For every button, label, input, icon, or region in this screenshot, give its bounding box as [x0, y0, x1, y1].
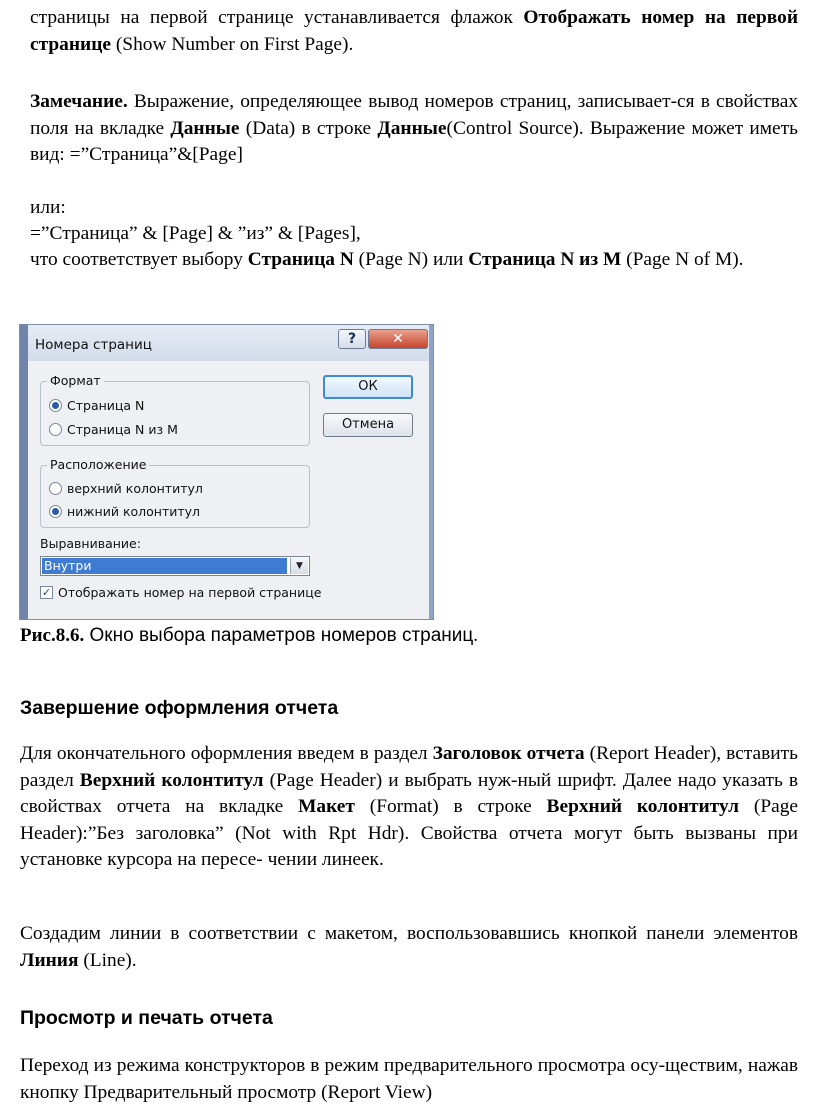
- format-option-page-n-of-m[interactable]: [49, 422, 178, 437]
- page-numbers-dialog: [19, 324, 434, 620]
- sec1-text-4: (Format) в строке: [354, 796, 547, 817]
- position-option-header[interactable]: [49, 481, 203, 496]
- format-option-page-n[interactable]: [49, 398, 144, 413]
- alt-text-3: (Page N of M).: [621, 249, 744, 270]
- show-first-page-checkbox[interactable]: [40, 585, 321, 600]
- help-button[interactable]: ?: [338, 329, 366, 349]
- sec1-bold-4: Верхний колонтитул: [546, 796, 740, 817]
- section-heading-preview: Просмотр и печать отчета: [20, 1007, 273, 1029]
- note-text-3: (Control Source). Выражение может иметь вид: =”Страница”&[Page]: [30, 117, 798, 165]
- format-option-page-n-of-m-label: Страница N из M: [67, 422, 178, 437]
- sec1-text-3: (Page Header) и выбрать нуж-ный шрифт. Далее надо указать в свойствах отчета на вкладке: [20, 769, 798, 817]
- note-tab: Данные: [170, 117, 240, 139]
- intro-tail: (Show Number on First Page).: [110, 33, 354, 55]
- intro-paragraph: [30, 5, 798, 58]
- sec1-text-1: Для окончательного оформления введем в раздел: [20, 743, 433, 764]
- chevron-down-icon[interactable]: ▼: [290, 558, 308, 574]
- note-label: Замечание.: [30, 91, 128, 112]
- radio-icon[interactable]: [49, 482, 62, 495]
- sec1-text-5: (Page Header):”Без заголовка” (Not with Rpt Hdr). Свойства отчета могут быть вызваны при установке курсора на пересе- чении линеек.: [20, 796, 799, 870]
- radio-selected-icon[interactable]: [49, 399, 62, 412]
- format-legend: Формат: [47, 373, 104, 388]
- alt-expression: =”Страница” & [Page] & ”из” & [Pages],: [30, 223, 361, 244]
- alt-opt2: Страница N из M: [468, 249, 622, 270]
- show-first-page-label: Отображать номер на первой странице: [58, 585, 322, 600]
- dialog-titlebar: [28, 325, 429, 361]
- section1-paragraph-2: [20, 921, 798, 974]
- alt-paragraph: [30, 247, 798, 274]
- cancel-button[interactable]: Отмена: [323, 413, 413, 437]
- sec1-text-2: (Report Header), вставить раздел: [20, 743, 798, 791]
- note-text-2: (Data) в строке: [239, 117, 378, 139]
- figure-caption: [20, 623, 478, 649]
- alignment-label: Выравнивание:: [40, 536, 141, 551]
- dialog-left-edge: [20, 325, 28, 619]
- caption-dot: .: [473, 625, 479, 646]
- note-paragraph: [30, 89, 798, 169]
- note-text-1: Выражение, определяющее вывод номеров страниц, записывает-ся в свойствах поля на вкладке: [30, 91, 798, 139]
- position-option-footer[interactable]: [49, 504, 200, 519]
- section-heading-finish: Завершение оформления отчета: [20, 697, 339, 719]
- position-group: [40, 457, 310, 528]
- sec1-p2-bold: Линия: [20, 949, 79, 971]
- format-group: [40, 373, 310, 446]
- position-legend: Расположение: [47, 457, 149, 472]
- section2-paragraph: Переход из режима конструкторов в режим предварительного просмотра осу-ществим, нажав кнопку Предварительный просмотр (Report View): [20, 1055, 798, 1103]
- intro-bold: Отображать номер на первой странице: [30, 7, 798, 55]
- radio-icon[interactable]: [49, 423, 62, 436]
- format-option-page-n-label: Страница N: [67, 398, 145, 413]
- alt-opt1: Страница N: [247, 249, 354, 270]
- sec1-p2-text: Создадим линии в соответствии с макетом, воспользовавшись кнопкой панели элементов: [20, 923, 798, 944]
- ok-button[interactable]: ОК: [323, 375, 413, 399]
- dialog-right-edge: [429, 325, 433, 619]
- sec1-bold-2: Верхний колонтитул: [79, 769, 264, 791]
- sec1-bold-1: Заголовок отчета: [432, 743, 585, 764]
- close-button[interactable]: ✕: [368, 329, 428, 349]
- caption-number: Рис.8.6.: [20, 625, 85, 646]
- alt-text-2: (Page N) или: [353, 249, 469, 270]
- alt-text-1: что соответствует выбору: [30, 249, 248, 270]
- note-row: Данные: [377, 117, 447, 139]
- checkmark-icon[interactable]: ✓: [41, 586, 52, 599]
- dialog-title: Номера страниц: [35, 337, 152, 353]
- sec1-p2-tail: (Line).: [78, 949, 137, 971]
- sec1-bold-3: Макет: [298, 796, 355, 817]
- alt-or: или:: [30, 197, 66, 218]
- position-option-footer-label: нижний колонтитул: [67, 504, 201, 519]
- alignment-value: Внутри: [42, 558, 287, 574]
- intro-text: страницы на первой странице устанавливается флажок: [30, 7, 524, 28]
- radio-selected-icon[interactable]: [49, 505, 62, 518]
- alignment-select[interactable]: [40, 556, 310, 576]
- caption-text: Окно выбора параметров номеров страниц: [84, 625, 474, 646]
- position-option-header-label: верхний колонтитул: [67, 481, 203, 496]
- section1-paragraph: [20, 741, 798, 874]
